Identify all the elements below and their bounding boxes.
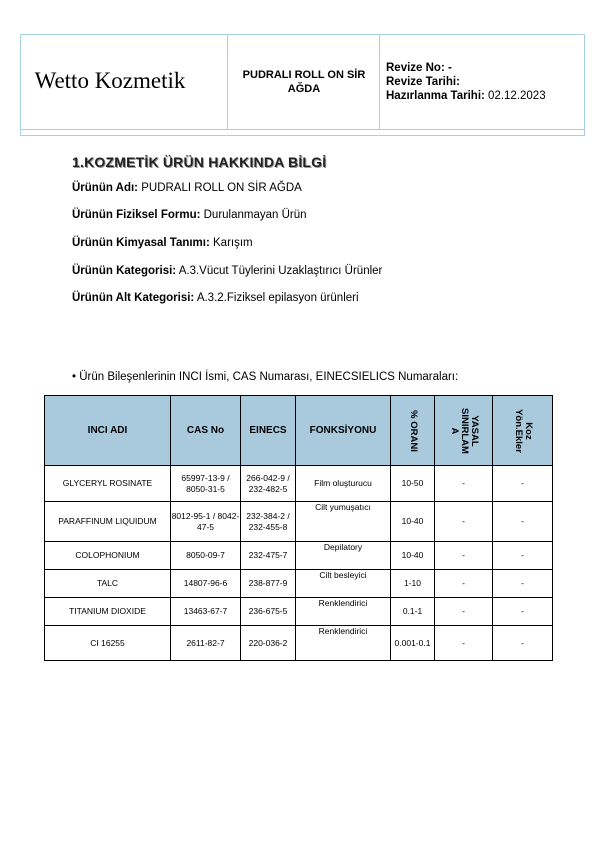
cell-rate: 10-40	[391, 502, 435, 542]
table-row	[45, 598, 553, 626]
header-inci: INCI ADI	[45, 396, 171, 466]
cell-cas: 65997-13-9 / 8050-31-5	[171, 466, 241, 502]
table-row	[45, 570, 553, 598]
field-label: Ürünün Alt Kategorisi:	[72, 292, 195, 304]
header-annex-text: Koz Yön.Ekler	[512, 408, 534, 453]
cell-einecs: 266-042-9 / 232-482-5	[241, 466, 296, 502]
field-subcategory	[72, 292, 359, 304]
cell-legal: -	[435, 598, 493, 626]
revize-tarihi	[386, 75, 460, 89]
cell-function: Renklendirici	[296, 598, 391, 626]
table-header-row	[45, 396, 553, 466]
revize-no	[386, 61, 452, 75]
cell-annex: -	[493, 502, 553, 542]
field-physical-form	[72, 209, 307, 221]
cell-rate: 10-40	[391, 542, 435, 570]
section-title: 1.KOZMETİK ÜRÜN HAKKINDA BİLGİ	[72, 154, 327, 170]
field-value: A.3.Vücut Tüylerini Uzaklaştırıcı Ürünler	[178, 265, 383, 277]
cell-legal: -	[435, 502, 493, 542]
hazirlanma-label: Hazırlanma Tarihi:	[386, 90, 485, 102]
cell-inci: PARAFFINUM LIQUIDUM	[45, 502, 171, 542]
cell-legal: -	[435, 626, 493, 661]
field-value: Karışım	[213, 237, 253, 249]
cell-function: Cilt besleyici	[296, 570, 391, 598]
cell-cas: 14807-96-6	[171, 570, 241, 598]
cell-einecs: 232-384-2 / 232-455-8	[241, 502, 296, 542]
cell-inci: CI 16255	[45, 626, 171, 661]
cell-inci: TITANIUM DIOXIDE	[45, 598, 171, 626]
ingredients-table	[44, 395, 553, 661]
field-label: Ürünün Fiziksel Formu:	[72, 209, 201, 221]
hazirlanma-value: 02.12.2023	[488, 90, 546, 102]
cell-function: Film oluşturucu	[296, 466, 391, 502]
revize-no-value: -	[448, 62, 452, 74]
header-legal-limit-text: YASAL SINIRLAM A	[448, 407, 480, 454]
cell-function: Depilatory	[296, 542, 391, 570]
cell-annex: -	[493, 570, 553, 598]
header-einecs: EINECS	[241, 396, 296, 466]
hazirlanma-tarihi	[386, 89, 546, 103]
field-label: Ürünün Kimyasal Tanımı:	[72, 237, 210, 249]
revize-tarihi-label: Revize Tarihi:	[386, 76, 460, 88]
field-value: A.3.2.Fiziksel epilasyon ürünleri	[196, 292, 359, 304]
cell-einecs: 232-475-7	[241, 542, 296, 570]
cell-cas: 13463-67-7	[171, 598, 241, 626]
cell-rate: 10-50	[391, 466, 435, 502]
cell-annex: -	[493, 626, 553, 661]
ingredients-intro: • Ürün Bileşenlerinin INCI İsmi, CAS Numarası, EINECSIELICS Numaraları:	[72, 371, 459, 383]
header-underline	[20, 128, 585, 136]
header-cas: CAS No	[171, 396, 241, 466]
field-chemical-definition	[72, 237, 253, 249]
table-row	[45, 466, 553, 502]
cell-cas: 8012-95-1 / 8042-47-5	[171, 502, 241, 542]
cell-einecs: 236-675-5	[241, 598, 296, 626]
cell-cas: 2611-82-7	[171, 626, 241, 661]
header-legal-limit	[435, 396, 493, 466]
field-value: Durulanmayan Ürün	[203, 209, 307, 221]
header-rate: % ORANI	[391, 396, 435, 466]
brand-name: Wetto Kozmetik	[34, 68, 186, 93]
cell-annex: -	[493, 466, 553, 502]
cell-cas: 8050-09-7	[171, 542, 241, 570]
revize-no-label: Revize No:	[386, 62, 445, 74]
field-category	[72, 265, 382, 277]
table-row	[45, 542, 553, 570]
cell-annex: -	[493, 598, 553, 626]
field-label: Ürünün Adı:	[72, 182, 139, 194]
field-label: Ürünün Kategorisi:	[72, 265, 177, 277]
header-function: FONKSİYONU	[296, 396, 391, 466]
cell-function: Cilt yumuşatıcı	[296, 502, 391, 542]
field-product-name	[72, 182, 302, 194]
cell-annex: -	[493, 542, 553, 570]
cell-legal: -	[435, 466, 493, 502]
header-annex	[493, 396, 553, 466]
product-title: PUDRALI ROLL ON SİR AĞDA	[242, 69, 366, 95]
cell-inci: GLYCERYL ROSINATE	[45, 466, 171, 502]
cell-legal: -	[435, 570, 493, 598]
cell-function: Renklendirici	[296, 626, 391, 661]
cell-rate: 1-10	[391, 570, 435, 598]
cell-inci: COLOPHONIUM	[45, 542, 171, 570]
cell-inci: TALC	[45, 570, 171, 598]
cell-einecs: 238-877-9	[241, 570, 296, 598]
table-row	[45, 626, 553, 661]
cell-einecs: 220-036-2	[241, 626, 296, 661]
cell-rate: 0.1-1	[391, 598, 435, 626]
field-value: PUDRALI ROLL ON SİR AĞDA	[141, 182, 302, 194]
table-row	[45, 502, 553, 542]
cell-legal: -	[435, 542, 493, 570]
cell-rate: 0.001-0.1	[391, 626, 435, 661]
